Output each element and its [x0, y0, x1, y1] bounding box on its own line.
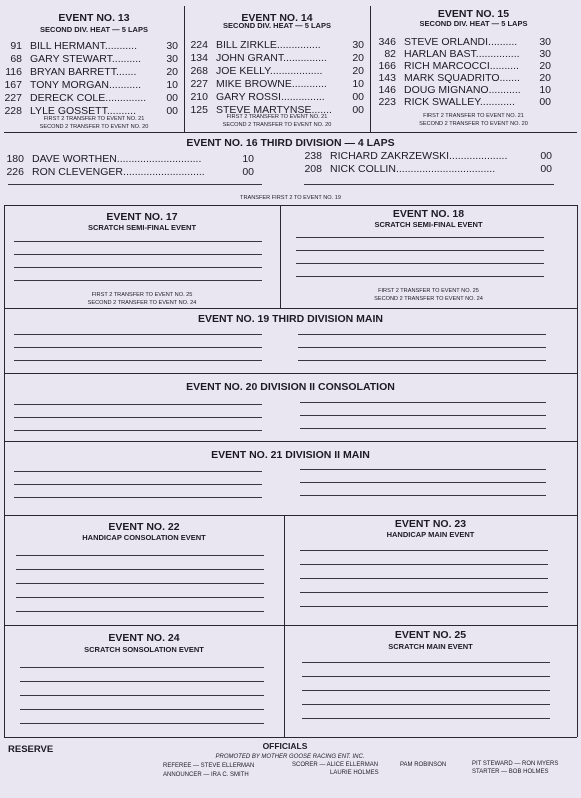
frame-right — [577, 205, 578, 737]
car-number: 68 — [10, 53, 22, 65]
event-22-write-line — [16, 583, 264, 584]
event-20-write-line — [14, 430, 262, 431]
event-24-write-line — [20, 709, 264, 710]
points: 20 — [352, 65, 364, 77]
result-row — [374, 96, 551, 109]
points: 30 — [539, 48, 551, 60]
points: 20 — [539, 72, 551, 84]
event-19-write-line — [14, 360, 262, 361]
driver-name-text: BILL ZIRKLE — [216, 39, 277, 51]
driver-name-text: JOE KELLY — [216, 65, 270, 77]
leader-dots: ............................. — [116, 153, 202, 165]
event-25-write-line — [302, 690, 550, 691]
event-16-write-line-right — [304, 184, 554, 185]
driver-name-text: TONY MORGAN — [30, 79, 109, 91]
car-number: 82 — [384, 48, 396, 60]
event-22-write-line — [16, 555, 264, 556]
event-21-title: EVENT NO. 21 DIVISION II MAIN — [211, 449, 370, 461]
heat-14-note-2: SECOND 2 TRANSFER TO EVENT NO. 20 — [222, 122, 332, 128]
divider-event21 — [4, 515, 577, 516]
leader-dots: ........... — [488, 84, 521, 96]
leader-dots: ............... — [283, 52, 327, 64]
driver-name — [32, 166, 242, 179]
leader-dots: .................................. — [395, 163, 496, 175]
event-18-note-1: FIRST 2 TRANSFER TO EVENT NO. 25 — [378, 288, 479, 294]
event-24-write-line — [20, 723, 264, 724]
promoted-by: PROMOTED BY MOTHER GOOSE RACING ENT. INC. — [215, 754, 365, 760]
event-19-write-line — [298, 360, 546, 361]
event-25-title: EVENT NO. 25 — [394, 629, 467, 641]
event-20-title: EVENT NO. 20 DIVISION II CONSOLATION — [186, 381, 395, 393]
points: 00 — [166, 92, 178, 104]
points: 30 — [352, 39, 364, 51]
event-24-title: EVENT NO. 24 — [108, 632, 180, 644]
leader-dots: ............... — [475, 48, 520, 60]
divider-bottom — [4, 737, 577, 738]
event-18-note-2: SECOND 2 TRANSFER TO EVENT NO. 24 — [374, 296, 483, 302]
event-22-title: EVENT NO. 22 — [108, 521, 180, 533]
divider-event-22-24 — [4, 625, 577, 626]
driver-name-text: GARY STEWART — [30, 53, 112, 65]
car-number: 180 — [6, 153, 24, 165]
driver-name-text: STEVE MARTYNSE — [216, 104, 312, 116]
car-number: 227 — [4, 92, 22, 104]
points: 00 — [242, 166, 254, 178]
car-number: 223 — [378, 96, 396, 108]
car-number: 143 — [378, 72, 396, 84]
car-number: 166 — [378, 60, 396, 72]
heat-13-note-1: FIRST 2 TRANSFER TO EVENT NO. 21 — [43, 116, 145, 122]
event-19-write-line — [298, 334, 546, 335]
driver-name — [216, 52, 352, 65]
car-number: 268 — [190, 65, 208, 77]
event-18-write-line — [296, 237, 544, 238]
points: 10 — [242, 153, 254, 165]
event-20-write-line — [14, 404, 262, 405]
driver-name-text: RICHARD ZAKRZEWSKI — [330, 150, 450, 162]
official-scorer-2: LAURIE HOLMES — [330, 770, 379, 776]
driver-name-text: HARLAN BAST — [404, 48, 476, 60]
event-17-note-1: FIRST 2 TRANSFER TO EVENT NO. 25 — [91, 292, 193, 298]
heat-13-title: EVENT NO. 13 — [58, 12, 130, 24]
leader-dots: .............. — [105, 92, 147, 104]
heat-13-note-2: SECOND 2 TRANSFER TO EVENT NO. 20 — [39, 124, 149, 130]
event-21-write-line — [14, 471, 262, 472]
official-pam: PAM ROBINSON — [400, 762, 447, 768]
driver-name-text: NICK COLLIN — [330, 163, 396, 175]
leader-dots: .................. — [269, 65, 323, 77]
leader-dots: ............... — [280, 91, 325, 103]
event-23-write-line — [300, 606, 548, 607]
car-number: 238 — [304, 150, 322, 162]
event-18-write-line — [296, 276, 544, 277]
driver-name — [30, 79, 166, 92]
event-24-write-line — [20, 695, 264, 696]
official-pit-steward: PIT STEWARD — RON MYERS — [472, 761, 559, 767]
result-row — [4, 40, 178, 53]
driver-name — [216, 91, 352, 104]
official-scorer: SCORER — ALICE ELLERMAN — [292, 762, 379, 768]
event-23-subtitle: HANDICAP MAIN EVENT — [386, 530, 475, 539]
event-17-subtitle: SCRATCH SEMI-FINAL EVENT — [87, 223, 197, 232]
result-row — [188, 39, 364, 52]
leader-dots: ............ — [291, 78, 327, 90]
event-18-title: EVENT NO. 18 — [392, 208, 465, 220]
event-22-subtitle: HANDICAP CONSOLATION EVENT — [82, 533, 206, 542]
driver-name-text: GARY ROSSI — [216, 91, 281, 103]
result-row — [188, 78, 364, 91]
result-row — [300, 150, 552, 163]
divider-semis — [4, 308, 577, 309]
car-number: 167 — [4, 79, 22, 91]
event-19-title: EVENT NO. 19 THIRD DIVISION MAIN — [198, 313, 383, 325]
event-19-write-line — [298, 347, 546, 348]
event-17-note-2: SECOND 2 TRANSFER TO EVENT NO. 24 — [87, 300, 197, 306]
divider-event20 — [4, 441, 577, 442]
points: 00 — [352, 91, 364, 103]
event-17-write-line — [14, 267, 262, 268]
leader-dots: ....... — [311, 104, 332, 116]
driver-name-text: STEVE ORLANDI — [404, 36, 489, 48]
event-18-subtitle: SCRATCH SEMI-FINAL EVENT — [374, 220, 483, 229]
event-16-write-line-left — [8, 184, 262, 185]
event-18-write-line — [296, 263, 544, 264]
event-23-write-line — [300, 550, 548, 551]
points: 30 — [166, 53, 178, 65]
result-row — [4, 92, 178, 105]
driver-name — [30, 66, 166, 79]
driver-name — [30, 53, 166, 66]
points: 00 — [540, 163, 552, 175]
event-17-write-line — [14, 254, 262, 255]
result-row — [188, 91, 364, 104]
official-referee: REFEREE — STEVE ELLERMAN — [163, 763, 255, 769]
driver-name — [30, 92, 166, 105]
event-22-write-line — [16, 611, 264, 612]
car-number: 134 — [190, 52, 208, 64]
points: 00 — [352, 104, 364, 116]
event-25-subtitle: SCRATCH MAIN EVENT — [388, 642, 473, 651]
heat-15-title: EVENT NO. 15 — [437, 8, 510, 20]
heat-14-title: EVENT NO. 14 — [241, 12, 313, 24]
points: 00 — [166, 105, 178, 117]
event-22-write-line — [16, 569, 264, 570]
car-number: 210 — [190, 91, 208, 103]
points: 00 — [540, 150, 552, 162]
points: 10 — [166, 79, 178, 91]
event-19-write-line — [14, 334, 262, 335]
points: 20 — [166, 66, 178, 78]
event-20-write-line — [300, 415, 546, 416]
event-21-write-line — [300, 469, 546, 470]
divider-event-22-23 — [284, 515, 285, 737]
points: 00 — [539, 96, 551, 108]
heat-15-note-1: FIRST 2 TRANSFER TO EVENT NO. 21 — [423, 113, 524, 119]
leader-dots: ............................ — [123, 166, 205, 178]
driver-name — [216, 78, 352, 91]
event-21-write-line — [300, 495, 546, 496]
heat-15-note-2: SECOND 2 TRANSFER TO EVENT NO. 20 — [419, 121, 528, 127]
points: 30 — [166, 40, 178, 52]
heat-13-subtitle: SECOND DIV. HEAT — 5 LAPS — [40, 25, 148, 34]
event-23-write-line — [300, 564, 548, 565]
driver-name — [30, 40, 166, 53]
car-number: 125 — [190, 104, 208, 116]
event-20-write-line — [300, 428, 546, 429]
event-22-write-line — [16, 597, 264, 598]
driver-name — [330, 150, 540, 163]
heat-14-note-1: FIRST 2 TRANSFER TO EVENT NO. 21 — [226, 114, 328, 120]
divider-top-heats — [4, 132, 577, 133]
event-24-subtitle: SCRATCH SONSOLATION EVENT — [84, 645, 204, 654]
heat-14-subtitle: SECOND DIV. HEAT — 5 LAPS — [223, 21, 331, 30]
event-21-write-line — [300, 482, 546, 483]
driver-name — [330, 163, 540, 176]
result-row — [188, 52, 364, 65]
event-25-write-line — [302, 662, 550, 663]
event-23-write-line — [300, 592, 548, 593]
points: 30 — [539, 36, 551, 48]
event-23-write-line — [300, 578, 548, 579]
car-number: 228 — [4, 105, 22, 117]
leader-dots: .................... — [449, 150, 508, 162]
event-18-write-line — [296, 250, 544, 251]
driver-name-text: DOUG MIGNANO — [404, 84, 489, 96]
result-row — [4, 53, 178, 66]
driver-name-text: BILL HERMANT — [30, 40, 105, 52]
event-17-write-line — [14, 280, 262, 281]
driver-name-text: LYLE GOSSETT — [30, 105, 107, 117]
event-16-title: EVENT NO. 16 THIRD DIVISION — 4 LAPS — [186, 137, 395, 149]
result-row — [188, 65, 364, 78]
result-row — [4, 153, 254, 166]
points: 10 — [352, 78, 364, 90]
driver-name-text: DAVE WORTHEN — [32, 153, 117, 165]
car-number: 91 — [10, 40, 22, 52]
leader-dots: .......... — [489, 60, 519, 72]
frame-left — [4, 205, 5, 737]
result-row — [4, 166, 254, 179]
result-row — [300, 163, 552, 176]
event-20-write-line — [300, 402, 546, 403]
car-number: 227 — [190, 78, 208, 90]
driver-name-text: JOHN GRANT — [216, 52, 284, 64]
driver-name-text: MARK SQUADRITO — [404, 72, 500, 84]
event-23-title: EVENT NO. 23 — [394, 518, 467, 530]
result-row — [4, 79, 178, 92]
car-number: 224 — [190, 39, 208, 51]
driver-name-text: RICH MARCOCCI — [404, 60, 490, 72]
event-24-write-line — [20, 681, 264, 682]
event-19-write-line — [14, 347, 262, 348]
event-21-write-line — [14, 484, 262, 485]
official-announcer: ANNOUNCER — IRA C. SMITH — [163, 772, 249, 778]
divider-event19 — [4, 373, 577, 374]
divider-event16 — [4, 205, 577, 206]
event-24-write-line — [20, 667, 264, 668]
heat-15-subtitle: SECOND DIV. HEAT — 5 LAPS — [419, 19, 528, 28]
driver-name — [32, 153, 242, 166]
leader-dots: ........... — [108, 79, 142, 91]
car-number: 226 — [6, 166, 24, 178]
event-25-write-line — [302, 704, 550, 705]
event-25-write-line — [302, 718, 550, 719]
officials-title: OFFICIALS — [262, 741, 308, 751]
points: 20 — [539, 60, 551, 72]
leader-dots: ........... — [104, 40, 137, 52]
driver-name-text: DERECK COLE — [30, 92, 106, 104]
points: 10 — [539, 84, 551, 96]
driver-name-text: MIKE BROWNE — [216, 78, 292, 90]
reserve-label: RESERVE — [8, 744, 54, 755]
car-number: 146 — [378, 84, 396, 96]
event-21-write-line — [14, 497, 262, 498]
points: 20 — [352, 52, 364, 64]
event-25-write-line — [302, 676, 550, 677]
event-16-note: TRANSFER FIRST 2 TO EVENT NO. 19 — [240, 195, 341, 201]
driver-name — [216, 65, 352, 78]
driver-name — [216, 39, 352, 52]
result-row — [4, 66, 178, 79]
leader-dots: ....... — [499, 72, 520, 84]
event-17-title: EVENT NO. 17 — [106, 211, 178, 223]
driver-name-text: RON CLEVENGER — [32, 166, 124, 178]
leader-dots: .......... — [488, 36, 518, 48]
leader-dots: ....... — [115, 66, 137, 78]
driver-name — [404, 96, 539, 109]
driver-name-text: RICK SWALLEY — [404, 96, 480, 108]
car-number: 116 — [5, 66, 22, 78]
car-number: 208 — [304, 163, 322, 175]
leader-dots: .......... — [106, 105, 137, 117]
leader-dots: ............... — [276, 39, 321, 51]
leader-dots: .......... — [111, 53, 142, 65]
driver-name-text: BRYAN BARRETT — [30, 66, 116, 78]
event-17-write-line — [14, 241, 262, 242]
event-20-write-line — [14, 417, 262, 418]
car-number: 346 — [378, 36, 396, 48]
leader-dots: ............ — [479, 96, 515, 108]
official-starter: STARTER — BOB HOLMES — [472, 769, 549, 775]
